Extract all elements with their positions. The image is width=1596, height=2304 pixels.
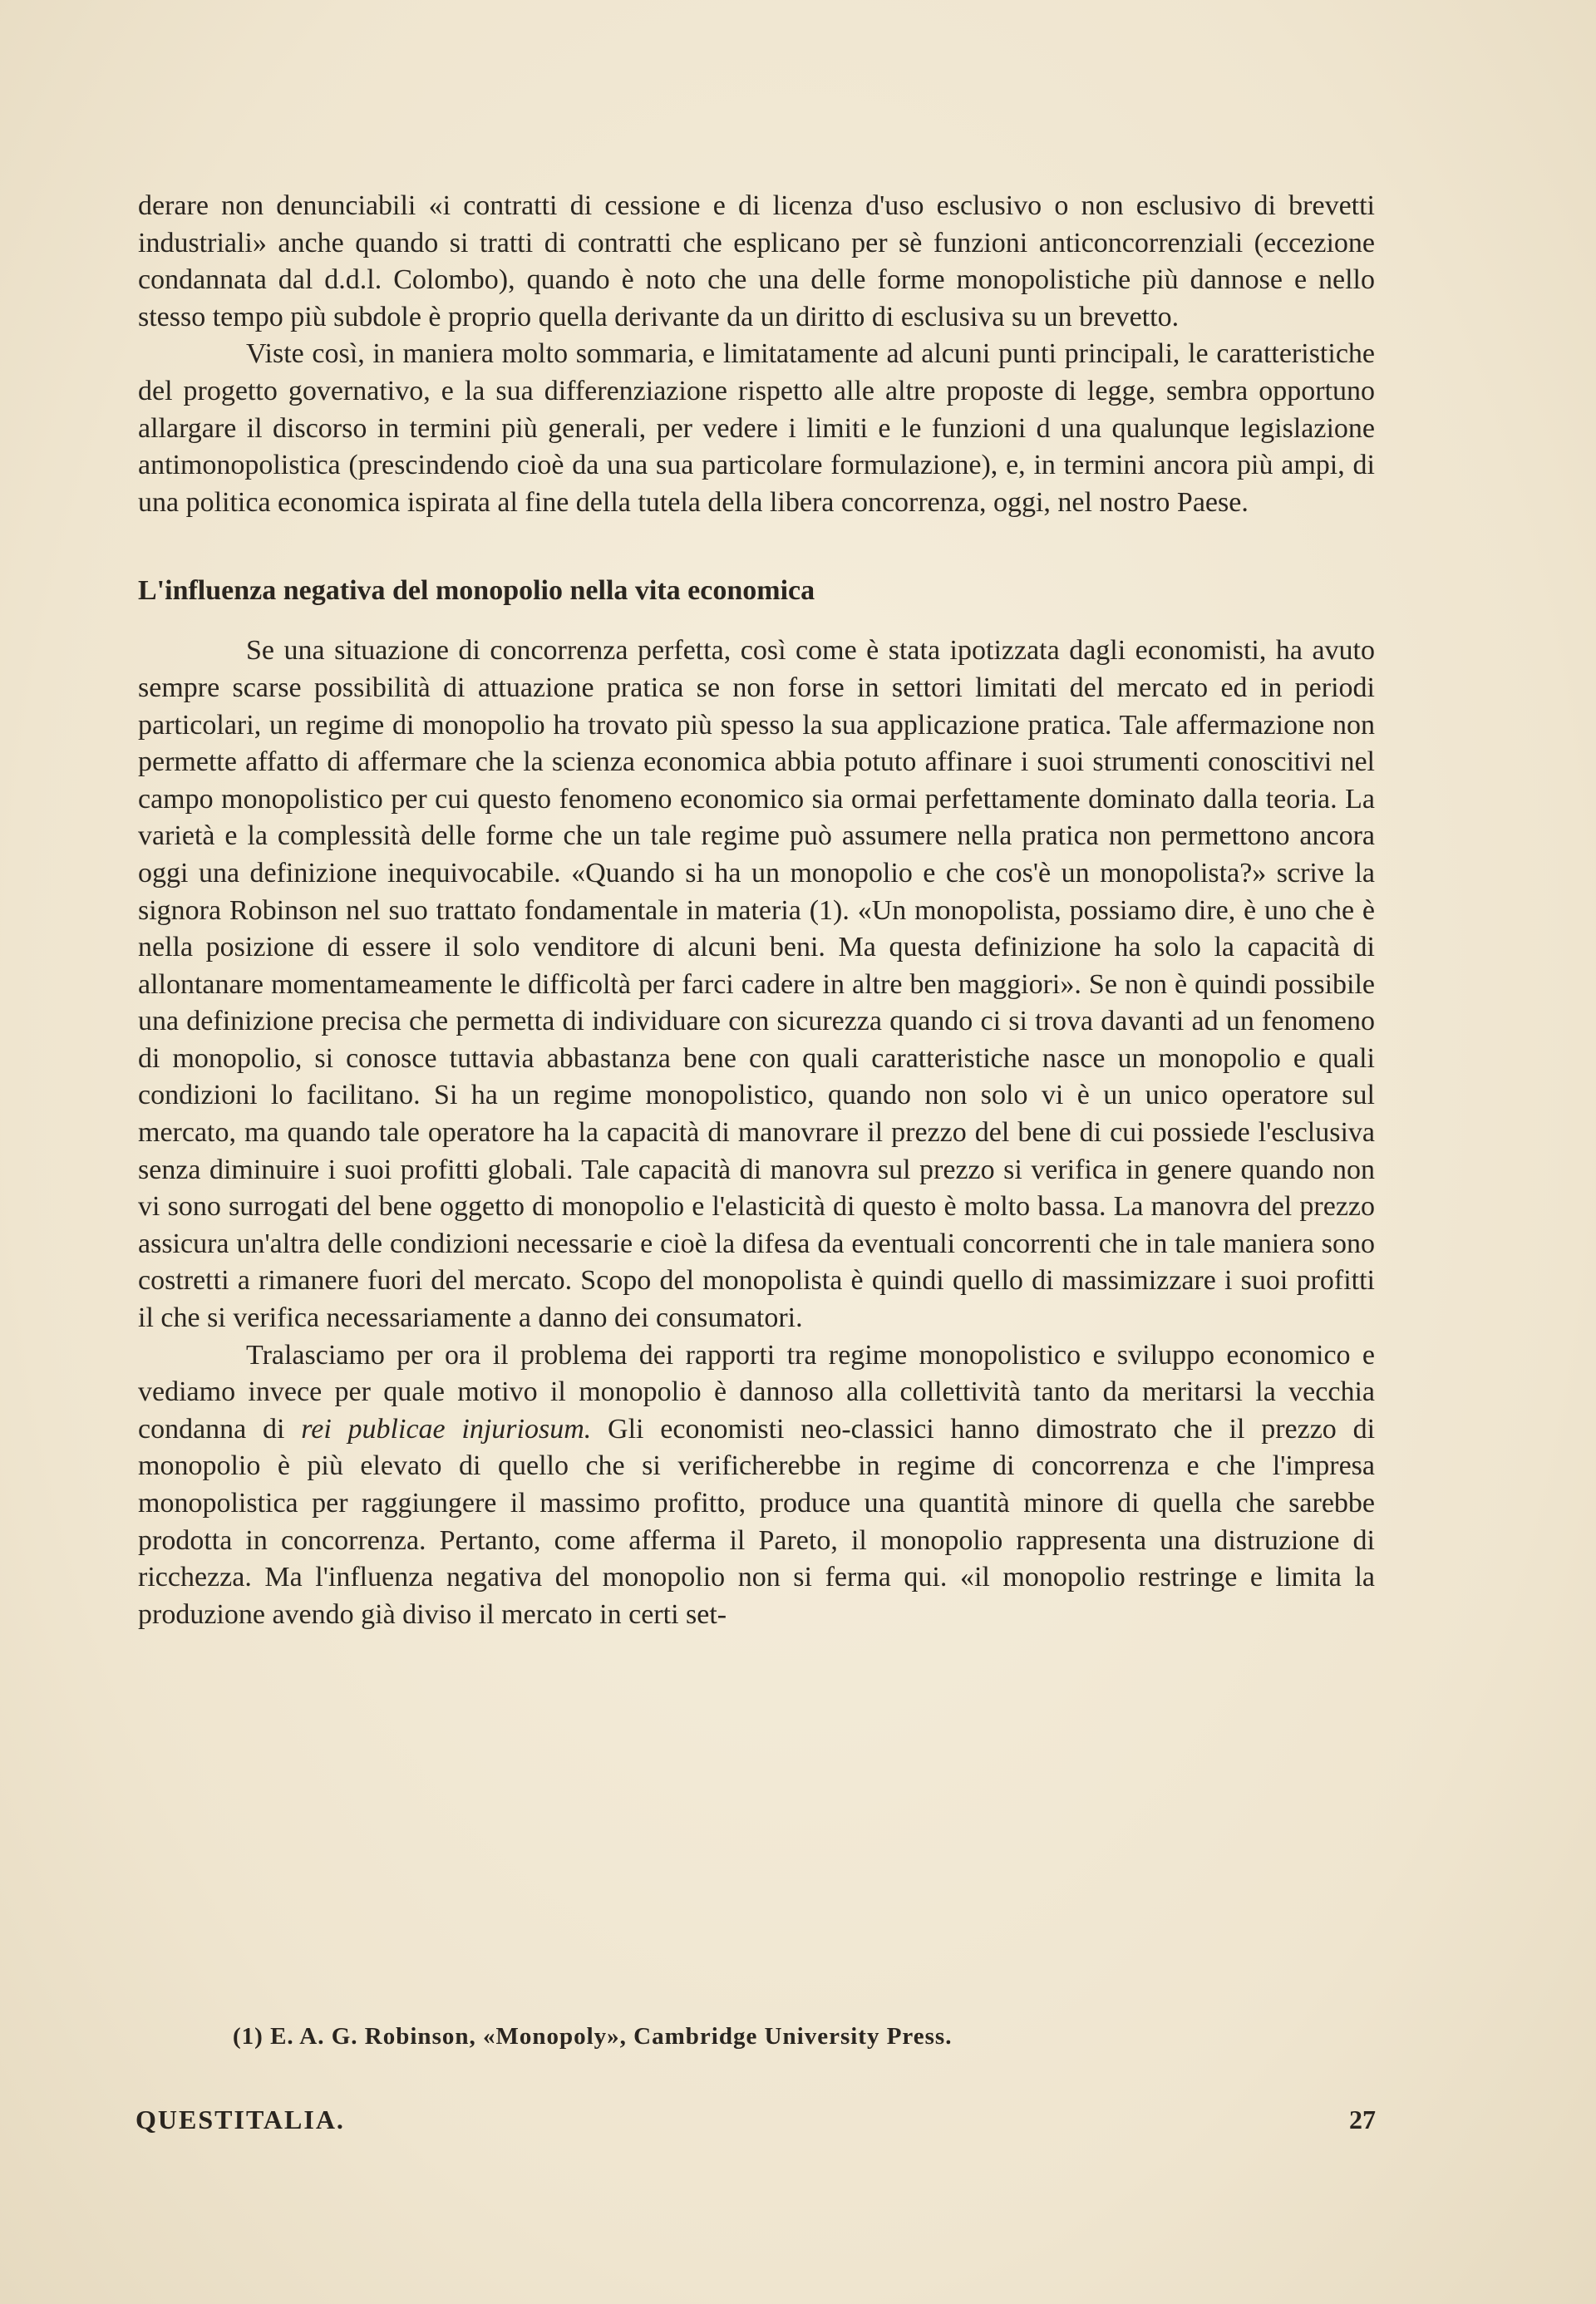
page-number: 27: [1349, 2105, 1376, 2134]
latin-phrase: rei publicae injuriosum.: [301, 1413, 592, 1445]
article-body: [138, 188, 1375, 1633]
paragraph-concorrenza-perfetta: Se una situazione di concorrenza perfetta, così come è stata ipotizzata dagli economisti, ha avuto sempre scarse possibilità di attuazione pratica se non forse in settori limitati del mercato ed in periodi particolari, un regime di monopolio ha trovato più spesso la sua applicazione pratica. Tale affermazione non permette affatto di affermare che la scienza economica abbia potuto affinare i suoi strumenti conoscitivi nel campo monopolistico per cui questo fenomeno economico sia ormai perfettamente dominato dalla teoria. La varietà e la complessità delle forme che un tale regime può assumere nella pratica non permettono ancora oggi una definizione inequivocabile. «Quando si ha un monopolio e che cos'è un monopolista?» scrive la signora Robinson nel suo trattato fondamentale in materia (1). «Un monopolista, possiamo dire, è uno che è nella posizione di essere il solo venditore di alcuni beni. Ma questa definizione ha solo la capacità di allontanare momentameamente le difficoltà per farci cadere in altre ben maggiori». Se non è quindi possibile una definizione precisa che permetta di individuare con sicurezza quando ci si trova davanti ad un fenomeno di monopolio, si conosce tuttavia abbastanza bene con quali caratteristiche nasce un monopolio e quali condizioni lo facilitano. Si ha un regime monopolistico, quando non solo vi è un unico operatore sul mercato, ma quando tale operatore ha la capacità di manovrare il prezzo del bene di cui possiede l'esclusiva senza diminuire i suoi profitti globali. Tale capacità di manovra sul prezzo si verifica in genere quando non vi sono surrogati del bene oggetto di monopolio e l'elasticità di questo è molto bassa. La manovra del prezzo assicura un'altra delle condizioni necessarie e cioè la difesa da eventuali concorrenti che in tale maniera sono costretti a rimanere fuori del mercato. Scopo del monopolista è quindi quello di massimizzare i suoi profitti il che si verifica necessariamente a danno dei consumatori.: [138, 635, 1375, 1334]
paragraph-tralasciamo: [138, 1337, 1375, 1634]
paragraph-text-start: Tralasciamo per ora il problema dei rapporti tra regime monopolistico e sviluppo economico e vediamo invece per quale motivo il monopolio è dannoso alla collettività tanto da meritarsi la vecchia condanna di: [138, 1339, 1375, 1445]
footnote: (1) E. A. G. Robinson, «Monopoly», Cambridge University Press.: [233, 2023, 953, 2050]
paragraph-text-end: Gli economisti neo-classici hanno dimostrato che il prezzo di monopolio è più elevato di quello che si verificherebbe in regime di concorrenza e che l'impresa monopolistica per raggiungere il massimo profitto, produce una quantità minore di quella che sarebbe prodotta in concorrenza. Pertanto, come afferma il Pareto, il monopolio rappresenta una distruzione di ricchezza. Ma l'influenza negativa del monopolio non si ferma qui. «il monopolio restringe e limita la produzione avendo già diviso il mercato in certi set-: [138, 1413, 1376, 1630]
paragraph-continuation: derare non denunciabili «i contratti di cessione e di licenza d'uso esclusivo o non esclusivo di brevetti industriali» anche quando si tratti di contratti che esplicano per sè funzioni anticoncorrenziali (eccezione condannata dal d.d.l. Colombo), quando è noto che una delle forme monopolistiche più dannose e nello stesso tempo più subdole è proprio quella derivante da un diritto di esclusiva su un brevetto.: [138, 190, 1375, 332]
running-footer: [135, 2105, 1376, 2138]
magazine-name: QUESTITALIA.: [135, 2105, 345, 2134]
paragraph-viste-cosi: Viste così, in maniera molto sommaria, e limitatamente ad alcuni punti principali, le caratteristiche del progetto governativo, e la sua differenziazione rispetto alle altre proposte di legge, sembra opportuno allargare il discorso in termini più generali, per vedere i limiti e le funzioni d una qualunque legislazione antimonopolistica (prescindendo cioè da una sua particolare formulazione), e, in termini ancora più ampi, di una politica economica ispirata al fine della tutela della libera concorrenza, oggi, nel nostro Paese.: [138, 338, 1375, 518]
section-heading: L'influenza negativa del monopolio nella vita economica: [138, 575, 815, 607]
